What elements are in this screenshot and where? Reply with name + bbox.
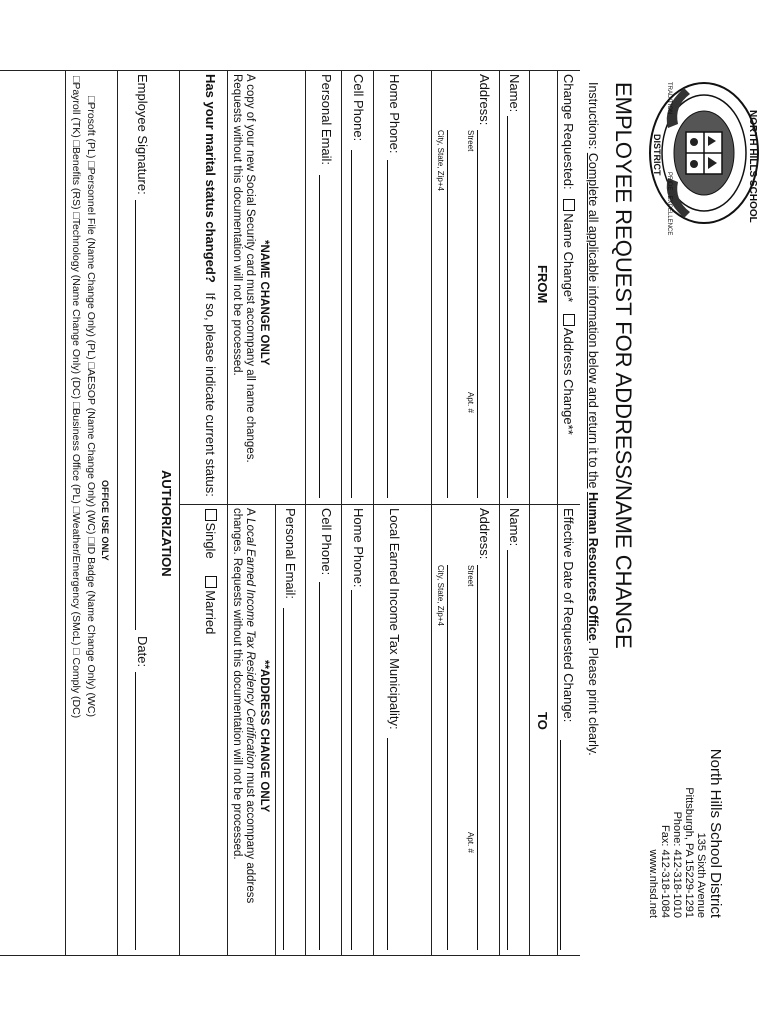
to-name-label: Name: [507,508,522,547]
district-name: North Hills School District [707,748,724,918]
name-change-note: A copy of your new Social Security card must accompany all name changes. Requests without this documentation will not be processed. [231,74,256,463]
from-cell-phone-field[interactable] [351,150,352,498]
from-name-label: Name: [507,74,522,113]
to-apt-caption: Apt. # [466,832,475,853]
effective-date-label: Effective Date of Requested Change: [561,508,576,723]
address-change-checkbox[interactable] [563,314,575,326]
district-fax: Fax: 412-318-1084 [659,825,671,918]
from-email-label: Personal Email: [319,74,334,166]
authorization-heading: AUTHORIZATION [159,470,174,577]
to-city-field[interactable] [447,565,448,950]
to-street-caption: Street [466,565,475,587]
district-seal [644,78,764,236]
to-heading: TO [535,712,550,730]
district-phone: Phone: 412-318-1010 [671,811,683,918]
seal-top-text: NORTH HILLS SCHOOL [747,110,758,223]
single-checkbox[interactable] [205,509,217,521]
marital-status: Has your marital status changed? If so, please indicate current status: Single Married [203,74,218,635]
district-info [647,718,724,918]
to-address-label: Address: [477,508,492,560]
office-use-line-2: □Payroll (TK) □Benefits (RS) □Technology (Name Change Only) (DC) □Business Office (PL) □Weather/Emergency (SMcL) □ Comply (DC) [70,76,82,719]
to-local-tax-field[interactable] [387,738,388,950]
seal-left-text: TRADITION [666,82,672,115]
district-city: Pittsburgh, PA 15229-1291 [683,787,695,918]
to-street-field[interactable] [477,565,478,950]
to-local-tax-label: Local Earned Income Tax Municipality: [387,508,402,730]
from-cell-phone-label: Cell Phone: [351,74,366,142]
from-street-caption: Street [466,130,475,152]
from-address-label: Address: [477,74,492,126]
address-change-note-heading: **ADDRESS CHANGE ONLY [258,660,270,813]
from-home-phone-field[interactable] [387,160,388,498]
office-use-line-1: □Prosoft (PL) □Personnel File (Name Change Only) (PL) □AESOP (Name Change Only) (WC) □ID Badge (Name Change Only) (WC) [85,96,97,717]
signature-field[interactable] [135,200,136,630]
date-label: Date: [135,636,150,668]
from-heading: FROM [535,265,550,304]
signature-label: Employee Signature: [135,74,150,195]
from-home-phone-label: Home Phone: [387,74,402,154]
to-home-phone-label: Home Phone: [351,508,366,588]
to-name-field[interactable] [507,550,508,950]
address-change-note: A Local Earned Income Tax Residency Certification must accompany address changes. Requests without this documentation will not be processed. [231,508,256,904]
to-city-caption: City, State, Zip+4 [436,565,445,626]
to-home-phone-field[interactable] [351,590,352,950]
from-city-caption: City, State, Zip+4 [436,130,445,191]
to-cell-phone-label: Cell Phone: [319,508,334,576]
effective-date-field[interactable] [560,740,561,950]
name-change-note-heading: *NAME CHANGE ONLY [258,240,270,366]
to-email-label: Personal Email: [283,508,298,600]
name-change-checkbox[interactable] [563,199,575,211]
from-city-field[interactable] [447,130,448,498]
district-address: 135 Sixth Avenue [695,832,707,918]
from-street-field[interactable] [477,130,478,498]
seal-bottom-text: DISTRICT [652,134,662,176]
to-email-field[interactable] [283,608,284,950]
to-cell-phone-field[interactable] [319,582,320,950]
district-web: www.nhsd.net [647,849,659,918]
from-email-field[interactable] [319,175,320,498]
from-apt-caption: Apt. # [466,392,475,413]
date-field[interactable] [135,672,136,950]
form-title: EMPLOYEE REQUEST FOR ADDRESS/NAME CHANGE [611,82,636,649]
seal-right-text: PRIDE · EXCELLENCE [666,172,672,236]
instructions: Instructions: Complete all applicable information below and return it to the Human Resources Office. Please print clearly. [586,82,600,756]
married-checkbox[interactable] [205,576,217,588]
office-use-heading: OFFICE USE ONLY [100,480,110,561]
change-requested: Change Requested: Name Change* Address Change** [561,74,576,435]
from-name-field[interactable] [507,116,508,498]
